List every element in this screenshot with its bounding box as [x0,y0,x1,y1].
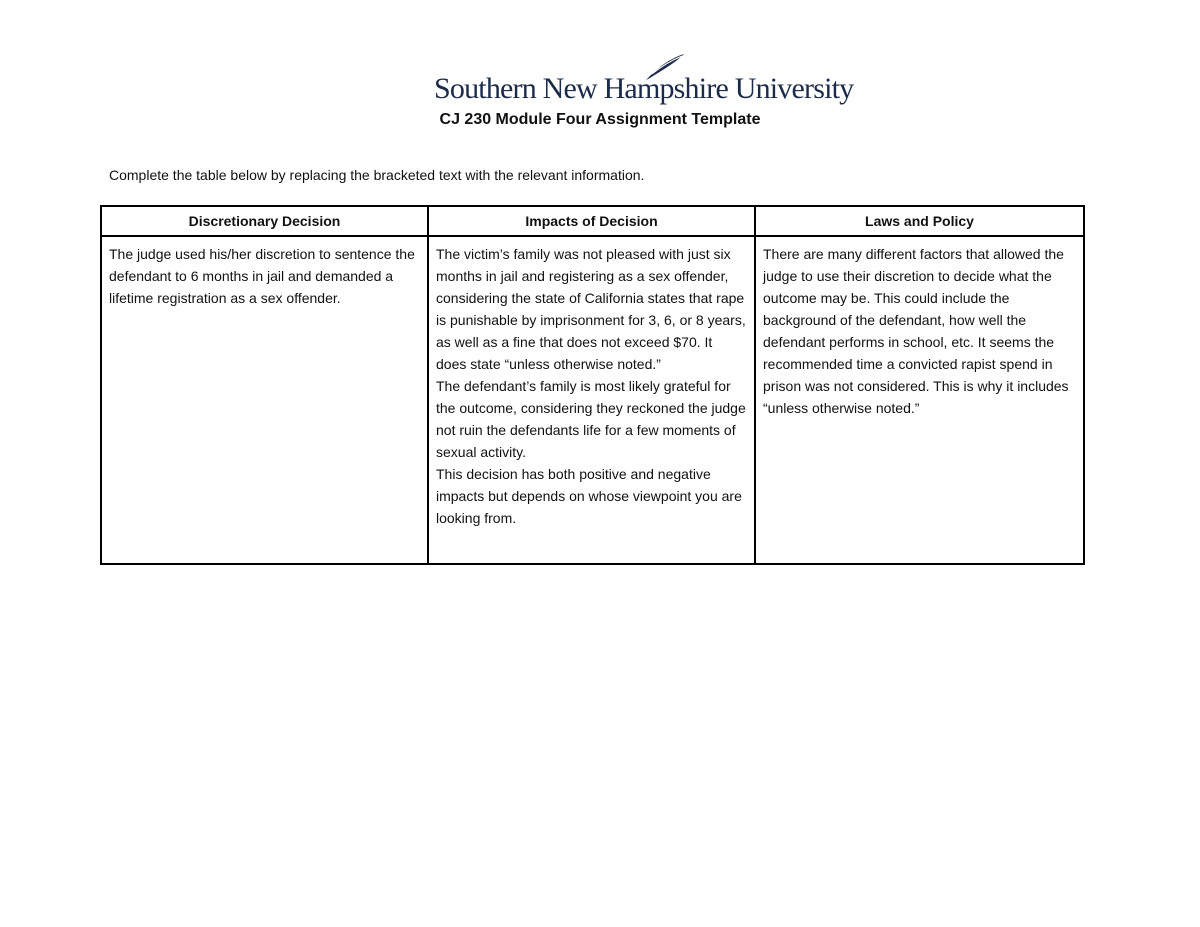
column-header-discretionary-decision: Discretionary Decision [101,206,428,236]
impact-paragraph-victim: The victim’s family was not pleased with just six months in jail and registering as a sex offender, considering the state of California states that rape is punishable by imprisonment for 3, 6, or 8 years, as well as a fine that does not exceed $70. It does state “unless otherwise noted.” [436,246,746,372]
university-logo [434,52,854,108]
discretionary-decision-cell: The judge used his/her discretion to sentence the defendant to 6 months in jail and demanded a lifetime registration as a sex offender. [101,236,428,564]
page-title: CJ 230 Module Four Assignment Template [439,111,761,128]
assignment-table [100,205,1085,565]
logo-text: Southern New Hampshire University [434,72,854,105]
impacts-of-decision-cell [428,236,755,564]
instructions-text: Complete the table below by replacing the bracketed text with the relevant information. [109,167,645,183]
table-header-row [101,206,1084,236]
column-header-laws-and-policy: Laws and Policy [755,206,1084,236]
table-row [101,236,1084,564]
impact-paragraph-defendant: The defendant’s family is most likely grateful for the outcome, considering they reckoned the judge not ruin the defendants life for a few moments of sexual activity. [436,378,746,460]
impact-paragraph-summary: This decision has both positive and negative impacts but depends on whose viewpoint you are looking from. [436,466,742,526]
column-header-impacts-of-decision: Impacts of Decision [428,206,755,236]
laws-and-policy-cell: There are many different factors that allowed the judge to use their discretion to decide what the outcome may be. This could include the background of the defendant, how well the defendant performs in school, etc. It seems the recommended time a convicted rapist spend in prison was not considered. This is why it includes “unless otherwise noted.” [755,236,1084,564]
